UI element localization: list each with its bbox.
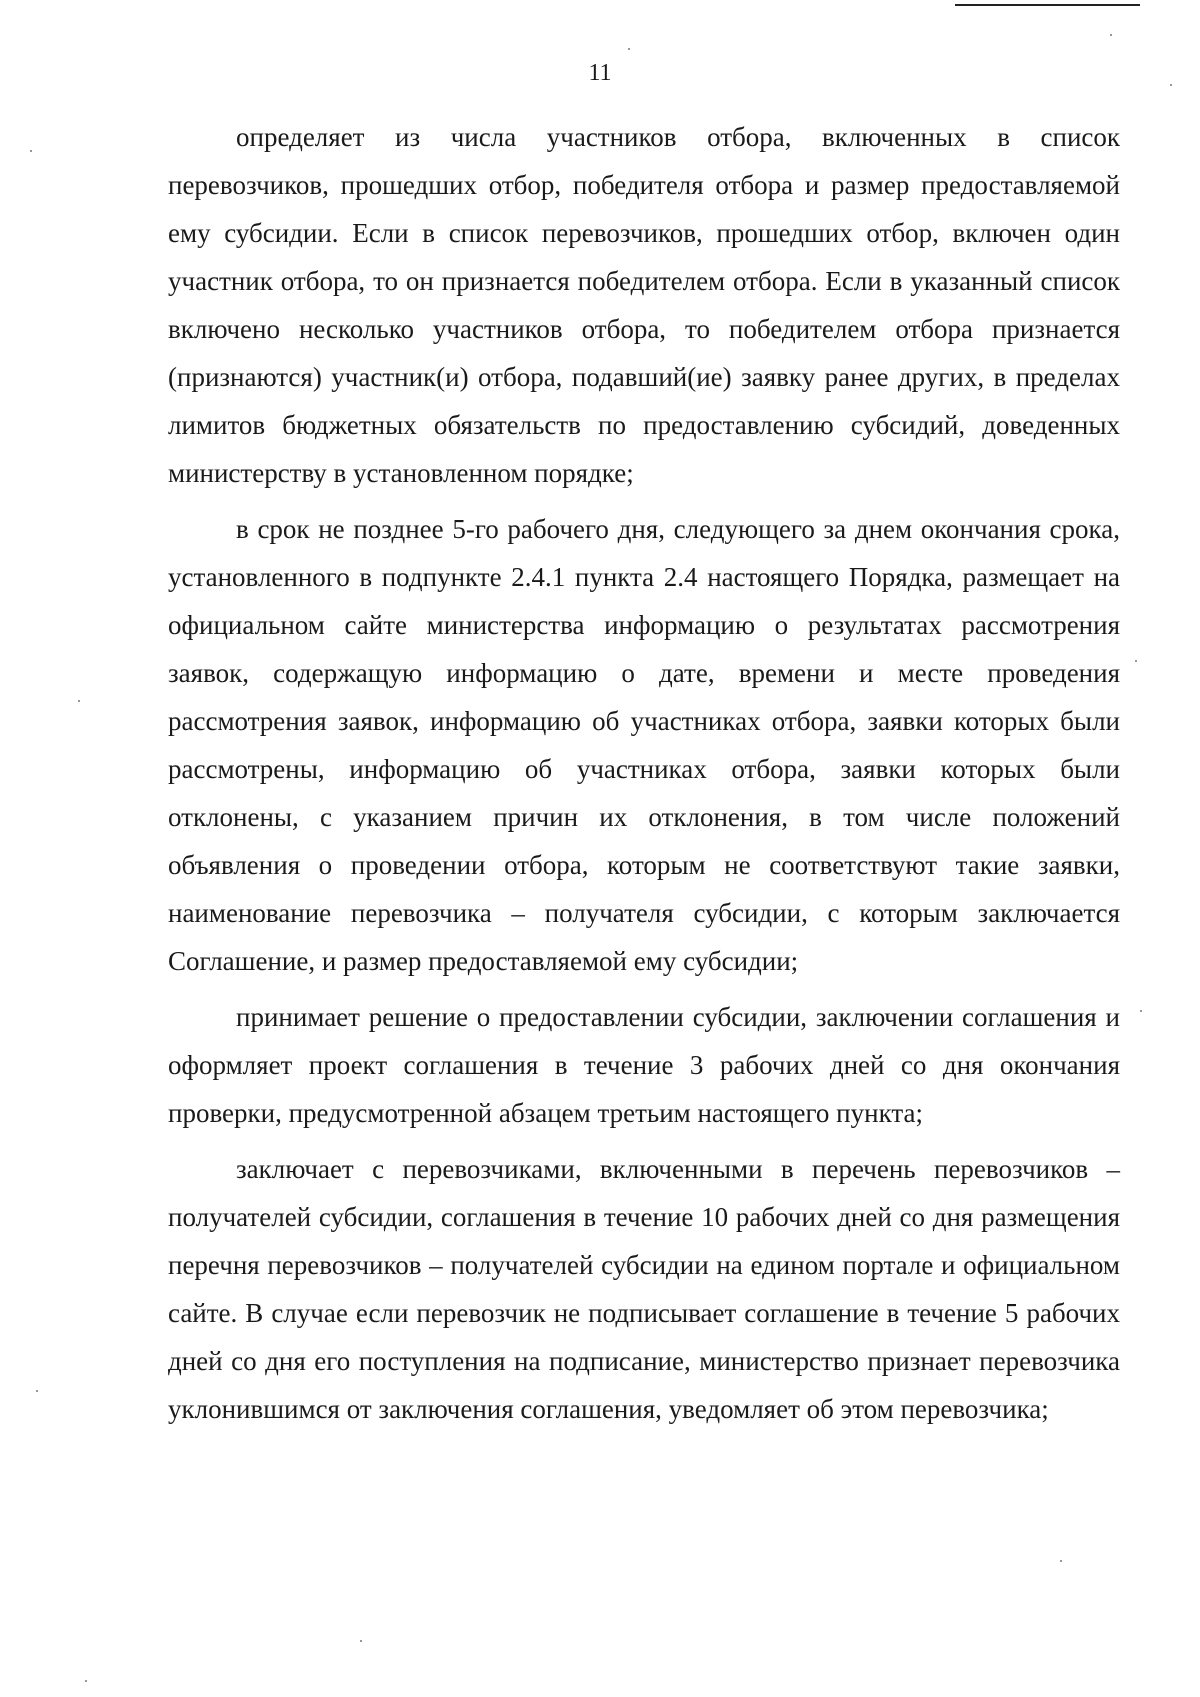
scan-speck [30, 150, 32, 152]
paragraph-1: определяет из числа участников отбора, включенных в список перевозчиков, прошедших отбор, победителя отбора и размер предоставляемой ему субсидии. Если в список перевозчиков, прошедших отбор, включен один участник отбора, то он признается победителем отбора. Если в указанный список включено несколько участников отбора, то победителем отбора признается (признаются) участник(и) отбора, подавший(ие) заявку ранее других, в пределах лимитов бюджетных обязательств по предоставлению субсидий, доведенных министерству в установленном порядке; [168, 122, 1120, 488]
paragraph-4: заключает с перевозчиками, включенными в перечень перевозчиков – получателей субсидии, соглашения в течение 10 рабочих дней со дня размещения перечня перевозчиков – получателей субсидии на едином портале и официальном сайте. В случае если перевозчик не подписывает соглашение в течение 5 рабочих дней со дня его поступления на подписание, министерство признает перевозчика уклонившимся от заключения соглашения, уведомляет об этом перевозчика; [168, 1154, 1120, 1424]
paragraph-3: принимает решение о предоставлении субсидии, заключении соглашения и оформляет проект соглашения в течение 3 рабочих дней со дня окончания проверки, предусмотренной абзацем третьим настоящего пункта; [168, 1002, 1120, 1128]
paragraph-2: в срок не позднее 5-го рабочего дня, следующего за днем окончания срока, установленного в подпункте 2.4.1 пункта 2.4 настоящего Порядка, размещает на официальном сайте министерства информацию о результатах рассмотрения заявок, содержащую информацию о дате, времени и месте проведения рассмотрения заявок, информацию об участниках отбора, заявки которых были рассмотрены, информацию об участниках отбора, заявки которых были отклонены, с указанием причин их отклонения, в том числе положений объявления о проведении отбора, которым не соответствуют такие заявки, наименование перевозчика – получателя субсидии, с которым заключается Соглашение, и размер предоставляемой ему субсидии; [168, 514, 1120, 976]
scan-speck [1140, 1010, 1142, 1012]
scan-speck [1135, 660, 1137, 662]
scan-speck [1170, 84, 1172, 86]
scan-speck [1110, 34, 1112, 36]
scan-speck [78, 700, 80, 702]
page-number: 11 [588, 60, 612, 86]
scan-speck [85, 1680, 87, 1682]
scan-speck [628, 48, 630, 50]
document-body [168, 113, 1120, 1433]
top-rule [955, 4, 1140, 6]
scan-speck [1060, 1560, 1062, 1562]
scan-speck [36, 1390, 38, 1392]
scan-speck [360, 1640, 362, 1642]
